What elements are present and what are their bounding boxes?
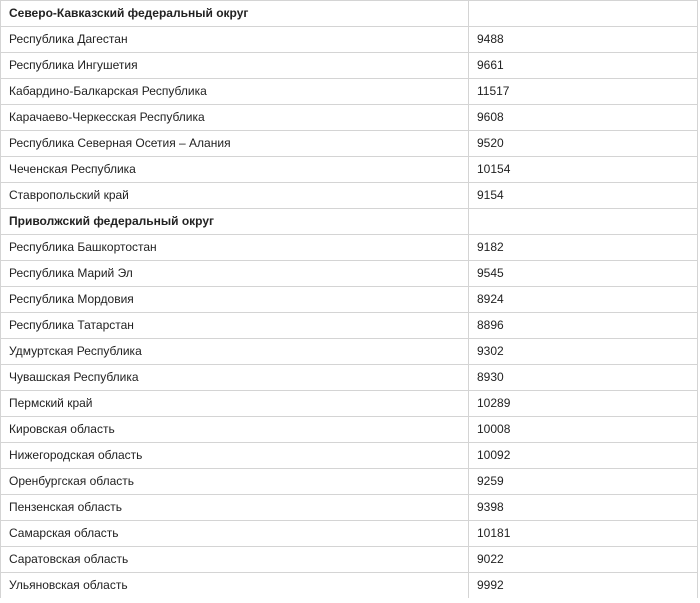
region-value-cell: 8930 <box>469 365 698 391</box>
region-name-cell: Чеченская Республика <box>1 157 469 183</box>
region-value-cell: 9154 <box>469 183 698 209</box>
region-name-cell: Республика Башкортостан <box>1 235 469 261</box>
district-header-row <box>1 209 698 235</box>
region-value-cell: 10092 <box>469 443 698 469</box>
table-row <box>1 261 698 287</box>
region-name-cell: Оренбургская область <box>1 469 469 495</box>
region-value-cell: 11517 <box>469 79 698 105</box>
table-row <box>1 495 698 521</box>
region-name-cell: Республика Татарстан <box>1 313 469 339</box>
table-row <box>1 547 698 573</box>
table-row <box>1 521 698 547</box>
table-row <box>1 287 698 313</box>
table-row <box>1 417 698 443</box>
region-value-cell: 9661 <box>469 53 698 79</box>
table-row <box>1 313 698 339</box>
region-name-cell: Пермский край <box>1 391 469 417</box>
region-value-cell: 10008 <box>469 417 698 443</box>
region-value-cell: 9259 <box>469 469 698 495</box>
region-value-cell: 8896 <box>469 313 698 339</box>
table-row <box>1 105 698 131</box>
region-value-cell: 9488 <box>469 27 698 53</box>
table-row <box>1 183 698 209</box>
region-name-cell: Чувашская Республика <box>1 365 469 391</box>
region-value-cell <box>469 209 698 235</box>
region-name-cell: Республика Северная Осетия – Алания <box>1 131 469 157</box>
table-row <box>1 443 698 469</box>
region-name-cell: Ульяновская область <box>1 573 469 599</box>
region-name-cell: Удмуртская Республика <box>1 339 469 365</box>
district-header-row <box>1 1 698 27</box>
region-name-cell: Пензенская область <box>1 495 469 521</box>
region-name-cell: Самарская область <box>1 521 469 547</box>
region-name-cell: Нижегородская область <box>1 443 469 469</box>
region-value-cell: 9608 <box>469 105 698 131</box>
table-row <box>1 339 698 365</box>
region-value-cell: 8924 <box>469 287 698 313</box>
region-value-cell: 9022 <box>469 547 698 573</box>
region-value-cell: 10289 <box>469 391 698 417</box>
region-name-cell: Ставропольский край <box>1 183 469 209</box>
table-row <box>1 157 698 183</box>
region-value-cell: 10181 <box>469 521 698 547</box>
region-value-cell <box>469 1 698 27</box>
table-row <box>1 235 698 261</box>
table-row <box>1 365 698 391</box>
region-value-cell: 9182 <box>469 235 698 261</box>
table-row <box>1 391 698 417</box>
region-name-cell: Северо-Кавказский федеральный округ <box>1 1 469 27</box>
region-value-cell: 9545 <box>469 261 698 287</box>
table-row <box>1 573 698 599</box>
regions-table-body <box>1 1 698 599</box>
table-row <box>1 79 698 105</box>
region-value-cell: 9992 <box>469 573 698 599</box>
table-row <box>1 27 698 53</box>
region-name-cell: Кабардино-Балкарская Республика <box>1 79 469 105</box>
table-row <box>1 469 698 495</box>
table-row <box>1 131 698 157</box>
region-value-cell: 9520 <box>469 131 698 157</box>
region-name-cell: Республика Марий Эл <box>1 261 469 287</box>
region-name-cell: Республика Ингушетия <box>1 53 469 79</box>
region-name-cell: Республика Мордовия <box>1 287 469 313</box>
region-name-cell: Карачаево-Черкесская Республика <box>1 105 469 131</box>
region-name-cell: Республика Дагестан <box>1 27 469 53</box>
region-name-cell: Саратовская область <box>1 547 469 573</box>
region-name-cell: Кировская область <box>1 417 469 443</box>
region-value-cell: 9398 <box>469 495 698 521</box>
table-row <box>1 53 698 79</box>
region-value-cell: 10154 <box>469 157 698 183</box>
region-name-cell: Приволжский федеральный округ <box>1 209 469 235</box>
region-value-cell: 9302 <box>469 339 698 365</box>
